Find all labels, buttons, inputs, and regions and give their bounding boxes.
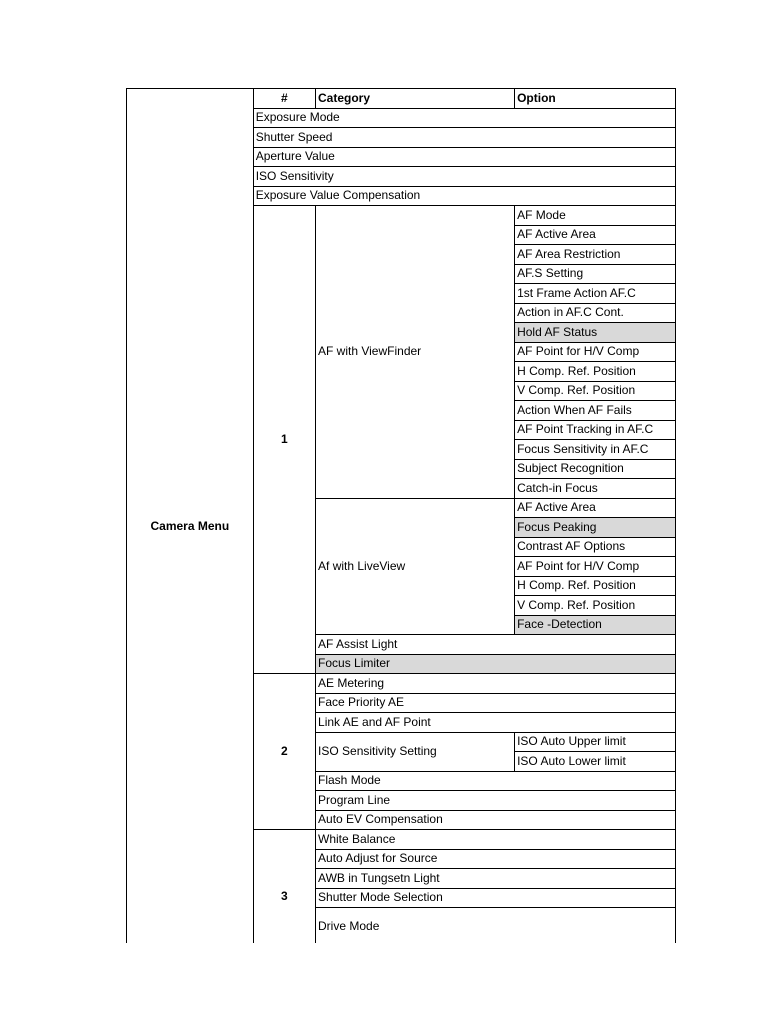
row-af-assist-light: AF Assist Light (316, 635, 676, 655)
option-hold-af-status: Hold AF Status (515, 323, 676, 343)
menu-label-cell: Camera Menu (127, 89, 254, 944)
row-aperture-value: Aperture Value (253, 147, 675, 167)
row-face-priority-ae: Face Priority AE (316, 693, 676, 713)
row-exposure-value-compensation: Exposure Value Compensation (253, 186, 675, 206)
option-action-af-c-cont: Action in AF.C Cont. (515, 303, 676, 323)
category-iso-setting: ISO Sensitivity Setting (316, 732, 515, 771)
header-option: Option (515, 89, 676, 109)
category-af-viewfinder: AF with ViewFinder (316, 206, 515, 499)
option-af-point-hv-comp: AF Point for H/V Comp (515, 342, 676, 362)
row-iso-sensitivity: ISO Sensitivity (253, 167, 675, 187)
row-shutter-speed: Shutter Speed (253, 128, 675, 148)
row-program-line: Program Line (316, 791, 676, 811)
option-v-comp-ref: V Comp. Ref. Position (515, 381, 676, 401)
option-focus-sensitivity: Focus Sensitivity in AF.C (515, 440, 676, 460)
row-drive-mode: Drive Mode (316, 908, 676, 944)
option-contrast-af: Contrast AF Options (515, 537, 676, 557)
option-h-comp-ref: H Comp. Ref. Position (515, 362, 676, 382)
camera-menu-table (126, 88, 676, 943)
option-af-active-area: AF Active Area (515, 225, 676, 245)
header-category: Category (316, 89, 515, 109)
row-flash-mode: Flash Mode (316, 771, 676, 791)
option-lv-af-active-area: AF Active Area (515, 498, 676, 518)
option-iso-upper: ISO Auto Upper limit (515, 732, 676, 752)
option-lv-v-comp-ref: V Comp. Ref. Position (515, 596, 676, 616)
option-focus-peaking: Focus Peaking (515, 518, 676, 538)
option-af-s-setting: AF.S Setting (515, 264, 676, 284)
group-number-3: 3 (253, 830, 315, 944)
option-af-mode: AF Mode (515, 206, 676, 226)
option-iso-lower: ISO Auto Lower limit (515, 752, 676, 772)
row-auto-adjust: Auto Adjust for Source (316, 849, 676, 869)
row-auto-ev: Auto EV Compensation (316, 810, 676, 830)
camera-menu-table-container (126, 88, 677, 943)
option-catch-in-focus: Catch-in Focus (515, 479, 676, 499)
row-white-balance: White Balance (316, 830, 676, 850)
row-exposure-mode: Exposure Mode (253, 108, 675, 128)
row-link-ae-af: Link AE and AF Point (316, 713, 676, 733)
option-af-point-tracking: AF Point Tracking in AF.C (515, 420, 676, 440)
option-1st-frame-action: 1st Frame Action AF.C (515, 284, 676, 304)
header-row (127, 89, 676, 109)
group-number-1: 1 (253, 206, 315, 674)
category-af-liveview: Af with LiveView (316, 498, 515, 635)
option-lv-af-point-hv: AF Point for H/V Comp (515, 557, 676, 577)
row-focus-limiter: Focus Limiter (316, 654, 676, 674)
header-number: # (253, 89, 315, 109)
option-action-when-af-fails: Action When AF Fails (515, 401, 676, 421)
row-ae-metering: AE Metering (316, 674, 676, 694)
row-shutter-mode: Shutter Mode Selection (316, 888, 676, 908)
option-subject-recognition: Subject Recognition (515, 459, 676, 479)
option-face-detection: Face -Detection (515, 615, 676, 635)
option-lv-h-comp-ref: H Comp. Ref. Position (515, 576, 676, 596)
row-awb-tungsten: AWB in Tungsetn Light (316, 869, 676, 889)
group-number-2: 2 (253, 674, 315, 830)
option-af-area-restriction: AF Area Restriction (515, 245, 676, 265)
